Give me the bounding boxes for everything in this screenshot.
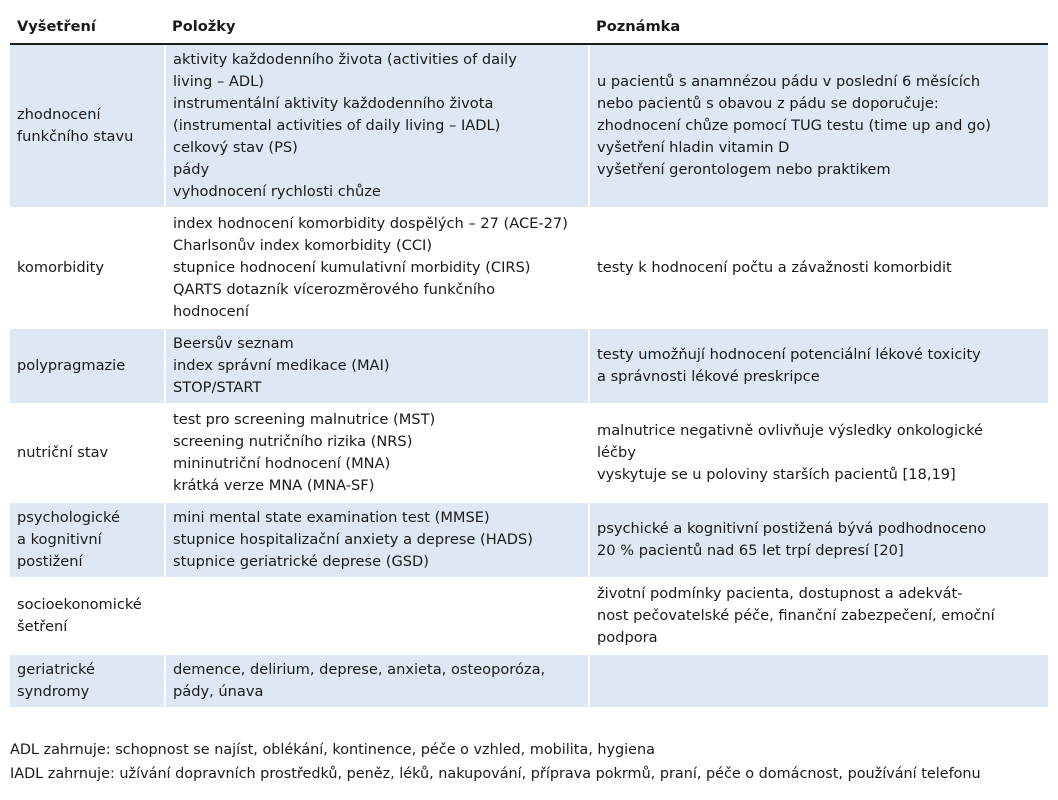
items-line: aktivity každodenního života (activities of daily xyxy=(173,51,517,68)
note-line: malnutrice negativně ovlivňuje výsledky onkologické xyxy=(597,422,983,439)
note-line: podpora xyxy=(597,629,658,646)
note-line: u pacientů s anamnézou pádu v poslední 6 měsících xyxy=(597,73,981,90)
footnotes xyxy=(10,738,1048,786)
items-line: Beersův seznam xyxy=(173,335,294,352)
items-line: celkový stav (PS) xyxy=(173,139,298,156)
footnote-iadl: IADL zahrnuje: užívání dopravních prostředků, peněz, léků, nakupování, příprava pokrmů, praní, péče o domácnost, používání telefonu xyxy=(10,766,981,782)
note-line: vyskytuje se u poloviny starších pacientů [18,19] xyxy=(597,466,956,483)
exam-line: socioekonomické xyxy=(17,596,142,613)
cell-exam xyxy=(10,44,165,208)
table-row xyxy=(10,44,1048,208)
note-line: vyšetření gerontologem nebo praktikem xyxy=(597,161,891,178)
items-line: hodnocení xyxy=(173,303,249,320)
header-items: Položky xyxy=(165,10,589,44)
footnote-adl: ADL zahrnuje: schopnost se najíst, oblékání, kontinence, péče o vzhled, mobilita, hygiena xyxy=(10,742,655,758)
items-line: instrumentální aktivity každodenního života xyxy=(173,95,494,112)
cell-note xyxy=(589,44,1048,208)
items-line: test pro screening malnutrice (MST) xyxy=(173,411,436,428)
assessment-table xyxy=(10,10,1048,709)
items-line: index hodnocení komorbidity dospělých – 27 (ACE-27) xyxy=(173,215,568,232)
cell-note xyxy=(589,404,1048,502)
items-line: stupnice hospitalizační anxiety a deprese (HADS) xyxy=(173,531,533,548)
note-line: zhodnocení chůze pomocí TUG testu (time up and go) xyxy=(597,117,991,134)
items-line: (instrumental activities of daily living – IADL) xyxy=(173,117,501,134)
cell-items xyxy=(165,502,589,578)
cell-items xyxy=(165,654,589,708)
header-exam: Vyšetření xyxy=(10,10,165,44)
table-body xyxy=(10,44,1048,708)
cell-exam xyxy=(10,578,165,654)
cell-items xyxy=(165,328,589,404)
items-line: living – ADL) xyxy=(173,73,264,90)
exam-line: zhodnocení xyxy=(17,106,101,123)
cell-exam xyxy=(10,502,165,578)
items-line: STOP/START xyxy=(173,379,262,396)
items-line: stupnice hodnocení kumulativní morbidity (CIRS) xyxy=(173,259,531,276)
note-line: 20 % pacientů nad 65 let trpí depresí [20] xyxy=(597,542,904,559)
header-note: Poznámka xyxy=(589,10,1048,44)
items-line: pády xyxy=(173,161,210,178)
items-line: Charlsonův index komorbidity (CCI) xyxy=(173,237,433,254)
table-header-row xyxy=(10,10,1048,44)
items-line: index správní medikace (MAI) xyxy=(173,357,390,374)
exam-line: psychologické xyxy=(17,509,120,526)
cell-items xyxy=(165,404,589,502)
note-line: testy k hodnocení počtu a závažnosti komorbidit xyxy=(597,259,952,276)
note-line: životní podmínky pacienta, dostupnost a adekvát- xyxy=(597,585,963,602)
exam-line: geriatrické xyxy=(17,661,95,678)
exam-line: nutriční stav xyxy=(17,444,109,461)
table-row xyxy=(10,654,1048,708)
cell-note xyxy=(589,328,1048,404)
note-line: vyšetření hladin vitamin D xyxy=(597,139,790,156)
cell-note xyxy=(589,578,1048,654)
table-row xyxy=(10,502,1048,578)
items-line: screening nutričního rizika (NRS) xyxy=(173,433,413,450)
cell-note xyxy=(589,208,1048,328)
table-row xyxy=(10,328,1048,404)
items-line: stupnice geriatrické deprese (GSD) xyxy=(173,553,429,570)
cell-exam xyxy=(10,654,165,708)
items-line: demence, delirium, deprese, anxieta, osteoporóza, xyxy=(173,661,546,678)
items-line: pády, únava xyxy=(173,683,264,700)
table-row xyxy=(10,208,1048,328)
items-line: mininutriční hodnocení (MNA) xyxy=(173,455,391,472)
exam-line: polypragmazie xyxy=(17,357,126,374)
assessment-table-container xyxy=(10,10,1048,709)
cell-note xyxy=(589,654,1048,708)
note-line: psychické a kognitivní postižená bývá podhodnoceno xyxy=(597,520,987,537)
exam-line: komorbidity xyxy=(17,259,104,276)
exam-line: funkčního stavu xyxy=(17,128,134,145)
note-line: léčby xyxy=(597,444,636,461)
items-line: mini mental state examination test (MMSE) xyxy=(173,509,490,526)
items-line: krátká verze MNA (MNA-SF) xyxy=(173,477,375,494)
table-row xyxy=(10,404,1048,502)
exam-line: postižení xyxy=(17,553,83,570)
note-line: nost pečovatelské péče, finanční zabezpečení, emoční xyxy=(597,607,995,624)
note-line: a správnosti lékové preskripce xyxy=(597,368,820,385)
exam-line: a kognitivní xyxy=(17,531,102,548)
cell-items xyxy=(165,208,589,328)
cell-exam xyxy=(10,208,165,328)
cell-exam xyxy=(10,328,165,404)
note-line: nebo pacientů s obavou z pádu se doporučuje: xyxy=(597,95,939,112)
exam-line: syndromy xyxy=(17,683,90,700)
table-row xyxy=(10,578,1048,654)
cell-items xyxy=(165,578,589,654)
items-line: vyhodnocení rychlosti chůze xyxy=(173,183,381,200)
cell-items xyxy=(165,44,589,208)
exam-line: šetření xyxy=(17,618,68,635)
items-line: QARTS dotazník vícerozměrového funkčního xyxy=(173,281,496,298)
note-line: testy umožňují hodnocení potenciální lékové toxicity xyxy=(597,346,981,363)
cell-note xyxy=(589,502,1048,578)
cell-exam xyxy=(10,404,165,502)
